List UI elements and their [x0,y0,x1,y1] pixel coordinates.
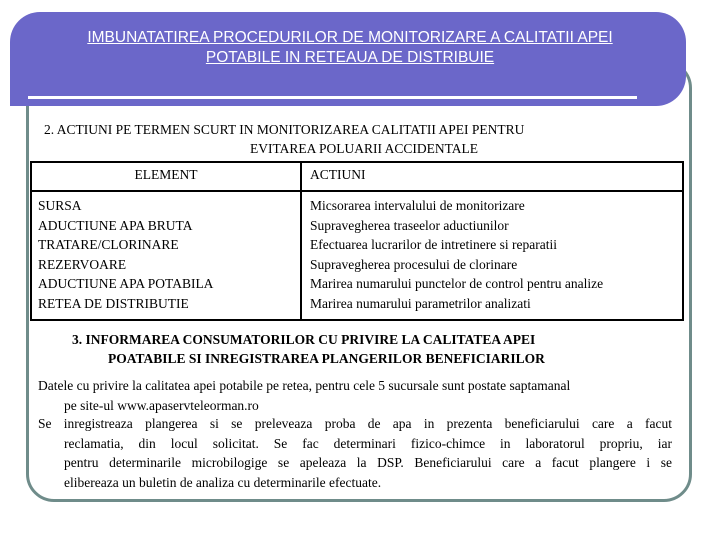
section3-heading-line1: 3. INFORMAREA CONSUMATORILOR CU PRIVIRE LA CALITATEA APEI [72,332,536,347]
page-title-line1: IMBUNATATIREA PROCEDURILOR DE MONITORIZARE A CALITATII APEI [87,29,613,46]
section2-heading [44,120,674,158]
paragraph-complaints [38,414,672,492]
table-cell-element: ADUCTIUNE APA POTABILA [38,276,214,291]
table-cell-action: Marirea numarului parametrilor analizati [310,295,531,311]
paragraph1-line2: pe site-ul www.apaservteleorman.ro [64,397,259,413]
paragraph2-line1: Se inregistreaza plangerea si se preleveaza proba de apa in prezenta beneficiarului care a facut [38,416,672,431]
section2-heading-line1: 2. ACTIUNI PE TERMEN SCURT IN MONITORIZAREA CALITATII APEI PENTRU [44,122,525,137]
table-cell-element: SURSA [38,198,82,213]
table-cell-action: Marirea numarului punctelor de control pentru analize [310,276,604,291]
table-actions-column [310,196,603,313]
paragraph2-line4: elibereaza un buletin de analiza cu determinarile efectuate. [64,474,382,490]
paragraph-site-info [38,376,672,415]
header-divider [28,96,637,99]
table-header-element: ELEMENT [134,167,198,182]
table-cell-element: TRATARE/CLORINARE [38,237,179,252]
table-cell-action: Supravegherea traseelor aductiunilor [310,217,509,233]
page-title-line2: POTABILE IN RETEAUA DE DISTRIBUIE [205,49,495,66]
paragraph2-line3: pentru determinarile microbilogige se apeleaza la DSP. Beneficiarului care a facut plangere i se [64,455,672,470]
table-column-divider [300,163,302,319]
table-element-column [38,196,213,313]
table-header-actions: ACTIUNI [310,167,366,182]
table-cell-action: Efectuarea lucrarilor de intretinere si reparatii [310,237,557,252]
table-cell-element: RETEA DE DISTRIBUTIE [38,295,189,311]
table-cell-element: REZERVOARE [38,256,127,272]
actions-table [30,161,684,321]
table-cell-element: ADUCTIUNE APA BRUTA [38,217,193,233]
paragraph2-line2: reclamatia, din locul solicitat. Se fac determinari fizico-chimce in laboratorul propriu, iar [64,435,672,451]
table-cell-action: Micsorarea intervalului de monitorizare [310,198,525,213]
section3-heading-line2: POATABILE SI INREGISTRAREA PLANGERILOR BENEFICIARILOR [108,351,545,366]
paragraph1-line1: Datele cu privire la calitatea apei potabile pe retea, pentru cele 5 sucursale sunt postate saptamanal [38,378,571,393]
section3-heading [44,330,684,368]
page-title [20,28,680,68]
table-cell-action: Supravegherea procesului de clorinare [310,256,518,272]
section2-heading-line2: EVITAREA POLUARII ACCIDENTALE [249,141,479,156]
